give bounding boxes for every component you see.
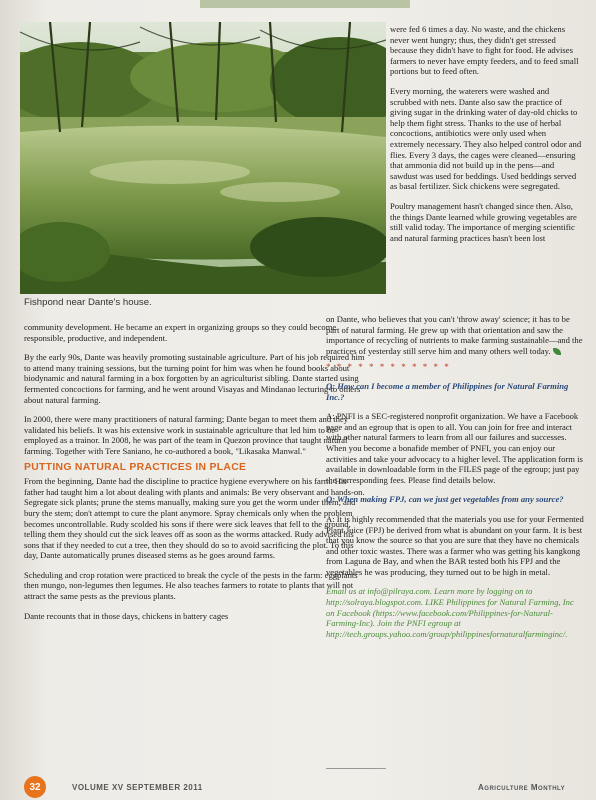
paragraph: Dante recounts that in those days, chickens in battery cages [24, 610, 229, 621]
page-number-badge: 32 [24, 776, 46, 798]
photo-caption: Fishpond near Dante's house. [24, 297, 152, 308]
contact-info: Email us at info@pilraya.com. Learn more by logging on to http://solraya.blogspot.com. LIKE Philippines for Natural Farming, Inc on Facebook (https://www.facebook.com/Philippines-for-Natural-Farming-Inc). Join the PNFI egroup at http://tech.groups.yahoo.com/group/philippinesfornaturalfarminginc/. [326, 586, 574, 639]
paragraph: Every morning, the waterers were washed and scrubbed with nets. Dante also saw the practice of giving sugar in the drinking water of day-old chicks to help them fight stress. Thanks to the use of herbal concoctions, antibiotics were only used when extremely necessary. They also helped control odor and flies. Every 3 days, the cages were cleaned—ensuring that ammonia did not build up in the pens—and sawdust was used for beddings. Used beddings served as basal fertilizer. Sick chickens were segregated. [390, 85, 582, 192]
volume-info: VOLUME XV SEPTEMBER 2011 [72, 783, 203, 792]
paragraph: community development. He became an expert in organizing groups so they could become responsible, productive, and independent. [24, 322, 337, 343]
paragraph: Poultry management hasn't changed since then. Also, the things Dante learned while growing vegetables are still valid today. The importance of merging scientific and natural farming practices hasn't been lost [390, 200, 577, 243]
paragraph-text: on Dante, who believes that you can't 'throw away' science; it has to be part of natural farming. He grew up with that orientation and saw the importance of recycling of nutrients to make farming sustainable—and the practices of yesterday still serve him and many others well today. [326, 314, 583, 356]
answer: A: PNFI is a SEC-registered nonprofit organization. We have a Facebook page and an egroup that is open to all. You can join for free and interact with other natural farmers to learn from all our failures and successes. When you become a bonafide member of PNFI, you can enjoy our activities and take your advocacy to a higher level. The application form is available in downloadable form in the FILES page of the egroup; just pay the corresponding fees. Please find details below. [326, 411, 583, 485]
paragraph: From the beginning, Dante had the discipline to practice hygiene everywhere on his farm. His father had taught him a lot about dealing with plants and animals: Be very observant and hands-on. Segregate sick plants; prune the stems manually, making sure you get the worm under them, and bury the stem; don't attempt to cure the plant anymore. Spray chemicals only when the problem becomes uncontrollable. Rudy scolded his sons if there were sick leaves that fell to the ground, telling them they should cut the sick leaves off as soon as the worms attacked. Rudy advised his sons that if they needed to cut a tree, then they should do so to avoid sacrificing the plot. To this day, Dante automatically prunes diseased stems as he goes around farms. [24, 476, 365, 561]
section-divider: * * * * * * * * * * * * [326, 362, 451, 373]
answer: A: It is highly recommended that the materials you use for your Fermented Plant Juice (FPJ) be derived from what is abundant on your farm. It is best that you know the source so that you are sure that they have no chemicals and other toxic wastes. There was a farmer who was getting his kangkong from Laguna de Bay, and when the BAR tested both his FPJ and the vegetables he was producing, they turned out to be high in metal. [326, 513, 584, 577]
right-column-lower [326, 314, 584, 648]
top-strip [200, 0, 410, 8]
fishpond-photo [20, 22, 386, 294]
paragraph: Scheduling and crop rotation were practiced to break the cycle of the pests in the farm: eggplants then mungo, non-legumes then legumes. He also teaches farmers to rotate to plants that will not attract the same pests as the previous plants. [24, 569, 358, 602]
right-column-upper [390, 24, 582, 243]
paragraph: In 2000, there were many practitioners of natural farming; Dante began to meet them and they validated his beliefs. It was his extensive work in sustainable agriculture that led him to be employed as a trainor. In 2008, he was part of the team in Quezon province that taught natural farming. Together with Tere Saniano, he co-authored a book, "Likasaka Manwal." [24, 414, 349, 456]
leaf-icon [553, 348, 561, 355]
footer-rule [326, 768, 386, 769]
page-footer [0, 774, 596, 800]
magazine-name: Agriculture Monthly [478, 783, 566, 792]
section-heading: PUTTING NATURAL PRACTICES IN PLACE [24, 461, 247, 473]
paragraph [326, 314, 584, 356]
paragraph: By the early 90s, Dante was heavily promoting sustainable agriculture. Part of his job required him to attend many training sessions, but the turning point for him was when he found books about biodynamic and natural farming in a box forgotten by an agriculturist sibling. Dante started using fermented concoctions for farming, and he went around Visayas and Mindanao lecturing to others about natural farming. [24, 352, 365, 405]
question: Q: When making FPJ, can we just get vegetables from any source? [326, 494, 564, 505]
left-column [24, 322, 366, 630]
paragraph: were fed 6 times a day. No waste, and the chickens never went hungry; thus, they didn't get stressed because they didn't have to fight for food. He advises farmers to never have empty feeders, and to feed small portions but to feed often. [390, 24, 579, 77]
question: Q: How can I become a member of Philippines for Natural Farming Inc.? [326, 380, 569, 402]
